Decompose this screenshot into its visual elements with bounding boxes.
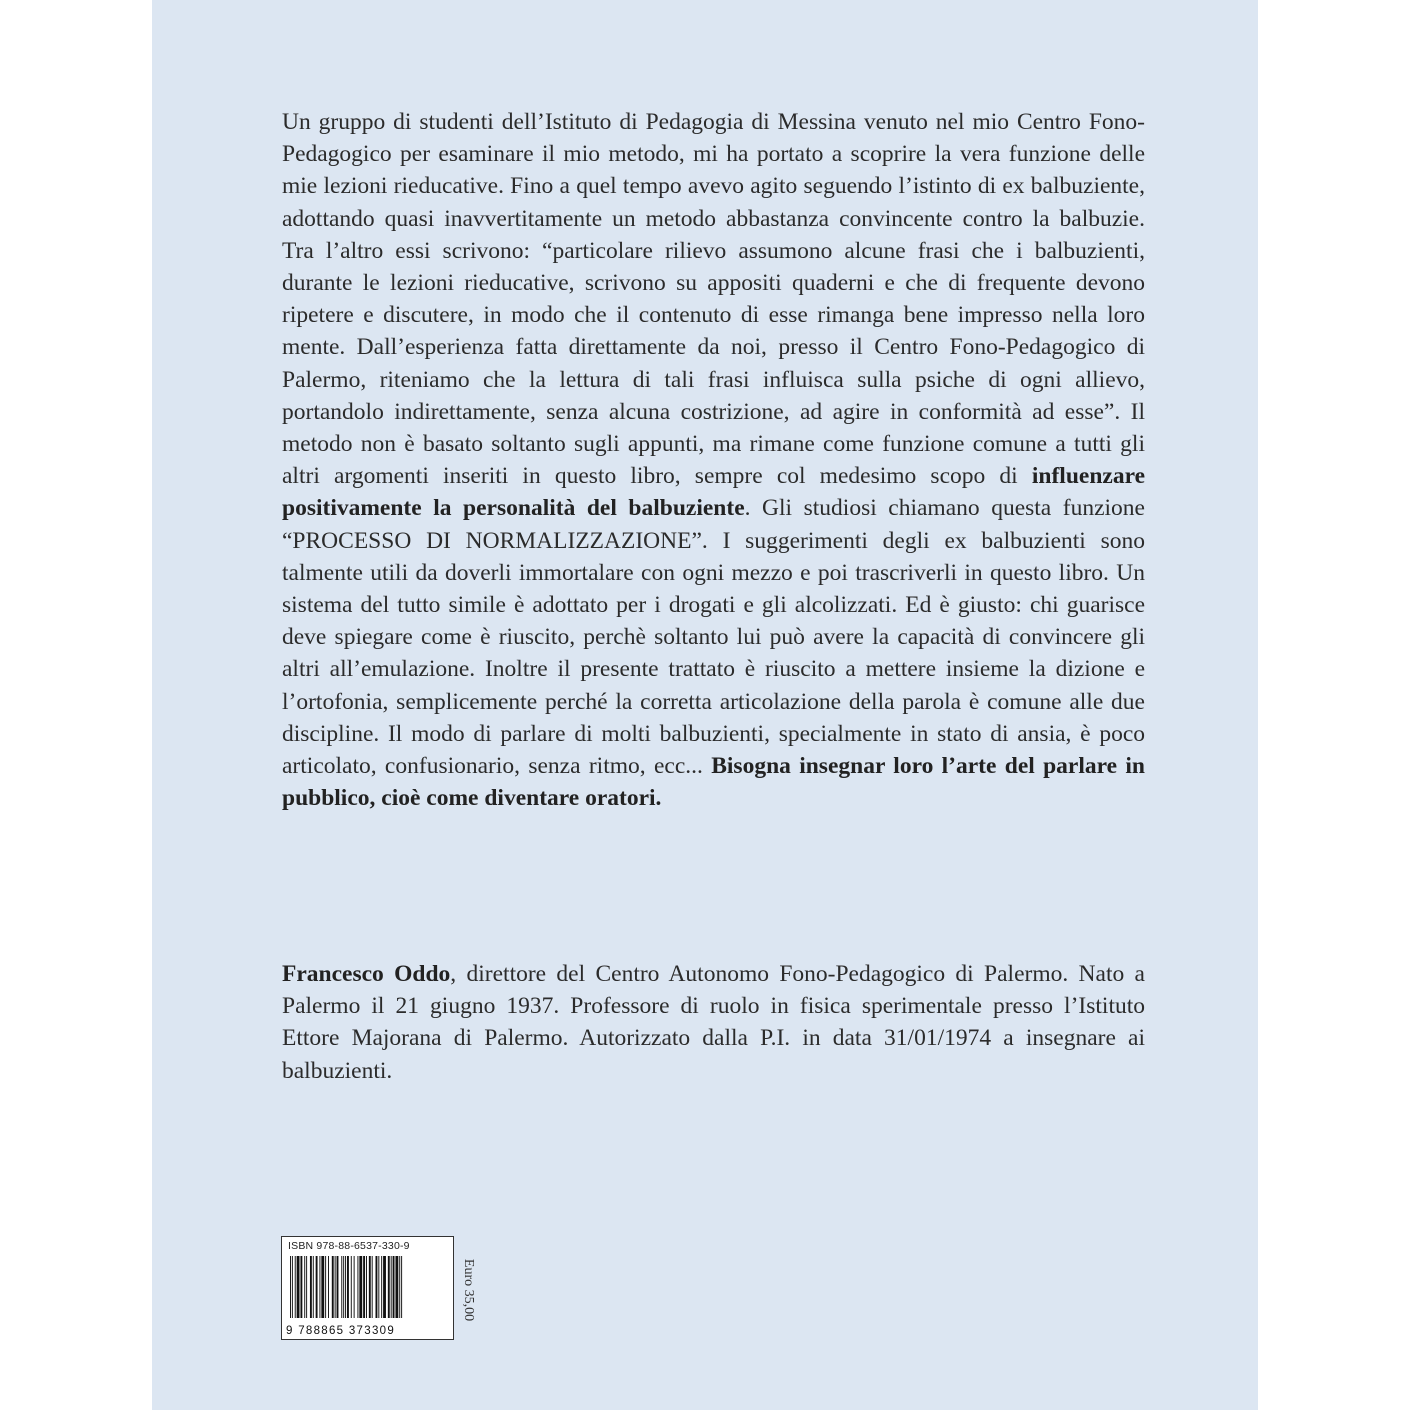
barcode-digits: 9 788865 373309 (286, 1325, 396, 1337)
barcode-bar (321, 1256, 324, 1318)
blurb-part-1: Un gruppo di studenti dell’Istituto di Pedagogia di Messina venuto nel mio Centro Fono-Pedagogico per esaminare il mio metodo, mi ha portato a scoprire la vera funzione delle mie lezioni rieducative. Fino a quel tempo avevo agito seguendo l’istinto di ex balbuziente, adottando quasi inavvertitamente un metodo abbastanza convincente contro la balbuzie. Tra l’altro essi scrivono: “particolare rilievo assumono alcune frasi che i balbuzienti, durante le lezioni rieducative, scrivono su appositi quaderni e che di frequente devono ripetere e discutere, in modo che il contenuto di esse rimanga bene impresso nella loro mente. Dall’esperienza fatta direttamente da noi, presso il Centro Fono-Pedagogico di Palermo, riteniamo che la lettura di tali frasi influisca sulla psiche di ogni allievo, portandolo indirettamente, senza alcuna costrizione, ad agire in conformità ad esse”. Il metodo non è basato soltanto sugli appunti, ma rimane come funzione comune a tutti gli altri argomenti inseriti in questo libro, sempre col medesimo scopo di (282, 109, 1145, 490)
barcode-bar (343, 1256, 344, 1318)
barcode-bar (347, 1256, 349, 1318)
barcode-bar (304, 1256, 305, 1318)
barcode-bar (297, 1256, 300, 1318)
blurb-bold-1: influenzare positivamente la personalità del balbuziente (282, 463, 1145, 522)
barcode-bar (328, 1256, 329, 1318)
blurb-text (282, 106, 1145, 814)
barcode-bar (300, 1256, 302, 1318)
author-name: Francesco Oddo (282, 961, 451, 987)
isbn-label: ISBN 978-88-6537-330-9 (288, 1240, 410, 1252)
barcode-bar (325, 1256, 326, 1318)
barcode-bar (313, 1256, 314, 1318)
barcode-bar (383, 1256, 386, 1318)
barcode-bar (354, 1256, 355, 1318)
barcode-bar (357, 1256, 358, 1318)
blurb-bold-2: Bisogna insegnar loro l’arte del parlare in pubblico, cioè come diventare oratori. (282, 753, 1145, 812)
barcode-bar (292, 1256, 293, 1318)
barcode-bar (310, 1256, 312, 1318)
barcode-bar (359, 1256, 362, 1318)
blurb-part-2: . Gli studiosi chiamano questa funzione “PROCESSO DI NORMALIZZAZIONE”. I suggerimenti degli ex balbuzienti sono talmente utili da doverli immortalare con ogni mezzo e poi trascriverli in questo libro. Un sistema del tutto simile è adottato per i drogati e gli alcolizzati. Ed è giusto: chi guarisce deve spiegare come è riuscito, perchè soltanto lui può avere la capacità di convincere gli altri all’emulazione. Inoltre il presente trattato è riuscito a mettere insieme la dizione e l’ortofonia, semplicemente perché la corretta articolazione della parola è comune alle due discipline. Il modo di parlare di molti balbuzienti, specialmente in stato di ansia, è poco articolato, confusionario, senza ritmo, ecc... (282, 495, 1145, 780)
barcode-bar (332, 1256, 334, 1318)
barcode-bar (335, 1256, 336, 1318)
barcode-bar (369, 1256, 371, 1318)
barcode-bar (341, 1256, 342, 1318)
barcode-bar (376, 1256, 378, 1318)
barcode-bar (366, 1256, 367, 1318)
barcode-bar (306, 1256, 307, 1318)
barcode-bar (363, 1256, 365, 1318)
barcode-bar (316, 1256, 318, 1318)
isbn-barcode (281, 1236, 454, 1340)
barcode-bar (381, 1256, 382, 1318)
price-label: Euro 35,00 (461, 1258, 476, 1322)
barcode-bar (337, 1256, 339, 1318)
barcode-bar (372, 1256, 373, 1318)
barcode-bar (378, 1256, 379, 1318)
barcode-bar (391, 1256, 392, 1318)
barcode-bar (295, 1256, 296, 1318)
author-bio (282, 958, 1145, 1087)
barcode-bar (345, 1256, 346, 1318)
barcode-bar (290, 1256, 291, 1318)
barcode-bars (290, 1256, 448, 1318)
author-bio-text: , direttore del Centro Autonomo Fono-Pedagogico di Palermo. Nato a Palermo il 21 giugno 1937. Professore di ruolo in fisica sperimentale presso l’Istituto Ettore Majorana di Palermo. Autorizzato dalla P.I. in data 31/01/1974 a insegnare ai balbuzienti. (282, 961, 1145, 1084)
barcode-bar (388, 1256, 390, 1318)
barcode-bar (401, 1256, 402, 1318)
barcode-bar (399, 1256, 400, 1318)
barcode-bar (319, 1256, 320, 1318)
barcode-bar (393, 1256, 395, 1318)
barcode-bar (351, 1256, 352, 1318)
barcode-bar (395, 1256, 398, 1318)
